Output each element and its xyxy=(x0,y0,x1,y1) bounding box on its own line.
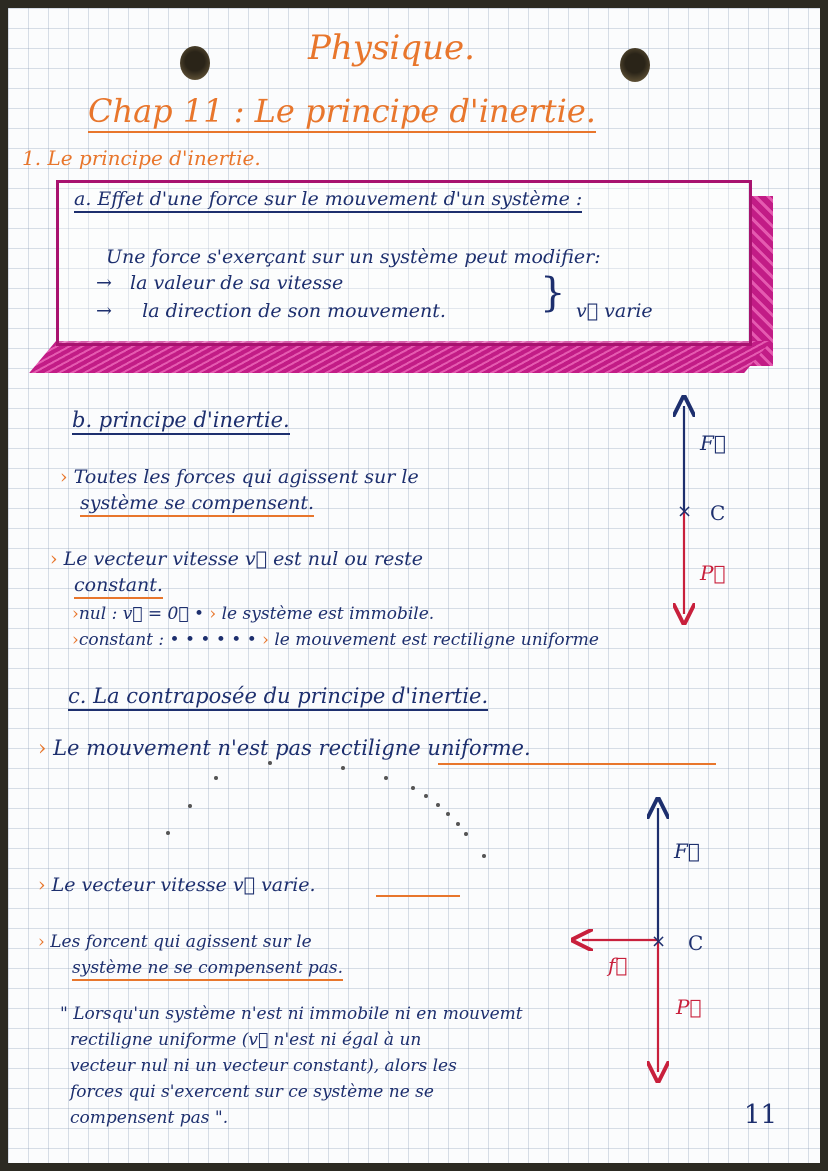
section-c-point-2-text: Le vecteur vitesse v⃗ varie. xyxy=(51,874,316,896)
quote-line-4: forces qui s'exercent sur ce système ne se xyxy=(70,1082,434,1102)
inertia-force-diagram xyxy=(677,406,726,614)
section-b-point-2-line-1: › Le vecteur vitesse v⃗ est nul ou reste xyxy=(50,548,423,570)
section-c-point-3-line-1: › Les forcent qui agissent sur le xyxy=(38,932,312,952)
trajectory-dot xyxy=(436,803,440,807)
case-nul-label: nul xyxy=(78,604,107,624)
section-c-point-2: › Le vecteur vitesse v⃗ varie. xyxy=(38,874,316,896)
point-c-mark-c: × xyxy=(651,931,667,952)
point-c-mark: × xyxy=(677,501,693,522)
case-const-dots: : • • • • • • xyxy=(158,630,257,650)
case-nul: ›nul : v⃗ = 0⃗ • › le système est immobile. xyxy=(72,604,435,624)
section-c-point-3-text-2: système ne se compensent pas. xyxy=(72,958,343,981)
friction-label: f⃗ xyxy=(608,953,628,977)
trajectory-dot xyxy=(482,854,486,858)
velocity-varies-note: v⃗ varie xyxy=(576,300,653,322)
section-1-title: 1. Le principe d'inertie. xyxy=(22,146,261,170)
case-const-result: le mouvement est rectiligne uniforme xyxy=(274,630,599,650)
quote-line-3: vecteur nul ni un vecteur constant), alors les xyxy=(70,1056,457,1076)
section-c-point-3-text-1: Les forcent qui agissent sur le xyxy=(50,932,312,952)
trajectory-dot xyxy=(188,804,192,808)
case-nul-equation: : v⃗ = 0⃗ • xyxy=(111,604,204,624)
trajectory-dot xyxy=(268,761,272,765)
force-label: F⃗ xyxy=(700,431,726,455)
point-1-text-1: Toutes les forces qui agissent sur le xyxy=(73,466,419,488)
section-a-title-text: a. Effet d'une force sur le mouvement d'un système : xyxy=(74,188,582,213)
non-compensated-force-diagram xyxy=(582,808,703,1072)
brace-icon: } xyxy=(540,270,566,316)
section-a-item-2: → la direction de son mouvement. xyxy=(96,300,446,322)
notebook-page xyxy=(8,8,820,1163)
quote-line-5: compensent pas ". xyxy=(70,1108,229,1128)
curved-trajectory-dots xyxy=(166,761,486,858)
section-c-title-text: c. La contraposée du principe d'inertie. xyxy=(68,684,488,711)
trajectory-dot xyxy=(446,812,450,816)
weight-label: P⃗ xyxy=(700,561,726,585)
point-2-text-2: constant. xyxy=(74,574,163,599)
trajectory-dot xyxy=(456,822,460,826)
trajectory-dot xyxy=(424,794,428,798)
item-1-text: la valeur de sa vitesse xyxy=(130,272,344,294)
item-2-text: la direction de son mouvement. xyxy=(142,300,446,322)
page-number: 11 xyxy=(744,1100,778,1130)
trajectory-dot xyxy=(166,831,170,835)
chapter-title: Chap 11 : Le principe d'inertie. xyxy=(88,92,596,133)
subject-title: Physique. xyxy=(308,28,475,68)
trajectory-dot xyxy=(341,766,345,770)
trajectory-dot xyxy=(411,786,415,790)
trajectory-dot xyxy=(214,776,218,780)
quote-line-2: rectiligne uniforme (v⃗ n'est ni égal à un xyxy=(70,1030,422,1050)
force-label-c: F⃗ xyxy=(674,839,700,863)
section-a-intro: Une force s'exerçant sur un système peut modifier: xyxy=(106,246,601,268)
point-c-label-c: C xyxy=(688,931,704,955)
section-c-point-1: › Le mouvement n'est pas rectiligne uniforme. xyxy=(38,736,531,760)
section-a-item-1: → la valeur de sa vitesse xyxy=(96,272,344,294)
diagrams-layer xyxy=(8,8,820,1163)
quote-line-1: " Lorsqu'un système n'est ni immobile ni en mouvemt xyxy=(60,1004,523,1024)
section-c-point-1-text: Le mouvement n'est pas rectiligne uniforme. xyxy=(53,736,531,760)
section-b-point-1-line-1: › Toutes les forces qui agissent sur le xyxy=(60,466,419,488)
case-constant: ›constant : • • • • • • › le mouvement est rectiligne uniforme xyxy=(72,630,599,650)
weight-label-c: P⃗ xyxy=(676,995,702,1019)
point-2-text-1: Le vecteur vitesse v⃗ est nul ou reste xyxy=(63,548,423,570)
trajectory-dot xyxy=(384,776,388,780)
case-const-label: constant xyxy=(78,630,153,650)
section-b-title-text: b. principe d'inertie. xyxy=(72,408,290,435)
trajectory-dot xyxy=(464,832,468,836)
point-c-label: C xyxy=(710,501,726,525)
point-1-text-2: système se compensent. xyxy=(80,492,314,517)
case-nul-result: le système est immobile. xyxy=(221,604,435,624)
